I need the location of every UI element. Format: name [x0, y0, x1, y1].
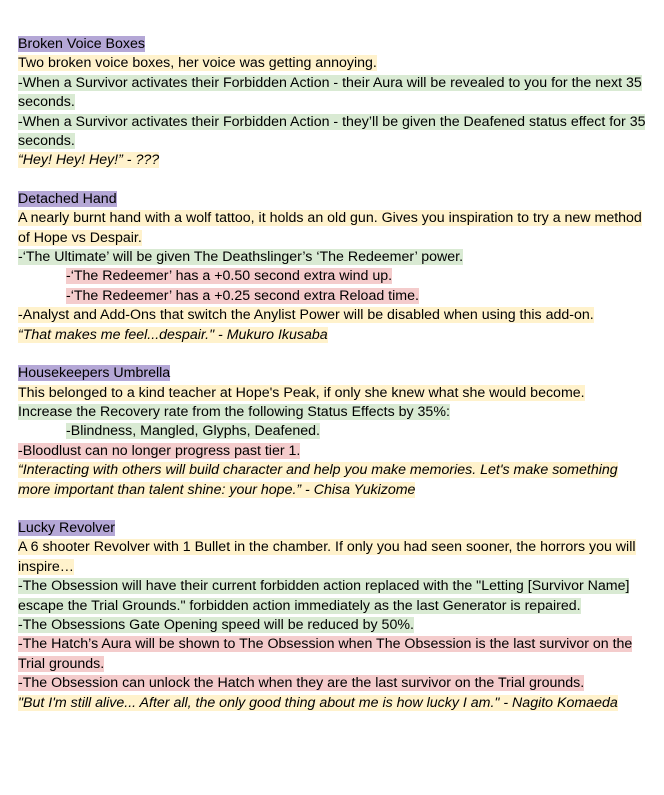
addon-section: [18, 35, 648, 171]
flavor-quote: [18, 694, 648, 713]
indented-effect-line: [18, 422, 648, 441]
effect-line: [18, 113, 648, 152]
paragraph-text: -‘The Ultimate’ will be given The Deathslinger’s ‘The Redeemer’ power.: [18, 249, 464, 266]
indented-effect-line: [18, 287, 648, 306]
addon-section: [18, 190, 648, 345]
effect-line: [18, 577, 648, 616]
effect-line: [18, 442, 648, 461]
paragraph-text: This belonged to a kind teacher at Hope's Peak, if only she knew what she would become.: [18, 384, 585, 401]
section-title: [18, 364, 648, 383]
effect-line: [18, 306, 648, 325]
indented-effect-line: [18, 267, 648, 286]
effect-line: [18, 248, 648, 267]
effect-line: [18, 384, 648, 403]
paragraph-text: -The Obsession can unlock the Hatch when they are the last survivor on the Trial grounds.: [18, 675, 585, 692]
paragraph-text: Increase the Recovery rate from the following Status Effects by 35%:: [18, 403, 450, 420]
paragraph-text: "But I'm still alive... After all, the only good thing about me is how lucky I am." - Nagito Komaeda: [18, 694, 618, 711]
paragraph-text: -‘The Redeemer’ has a +0.25 second extra Reload time.: [66, 287, 419, 304]
section-title: [18, 190, 648, 209]
section-title: [18, 519, 648, 538]
paragraph-text: A 6 shooter Revolver with 1 Bullet in the chamber. If only you had seen sooner, the horrors you will inspire…: [18, 539, 636, 575]
effect-line: [18, 635, 648, 674]
paragraph-text: Two broken voice boxes, her voice was getting annoying.: [18, 55, 377, 72]
paragraph-text: -Bloodlust can no longer progress past tier 1.: [18, 442, 301, 459]
effect-line: [18, 403, 648, 422]
paragraph-text: “Interacting with others will build character and help you make memories. Let's make something more important than talent shine: your hope.” - Chisa Yukizome: [18, 462, 618, 498]
paragraph-text: -The Obsession will have their current forbidden action replaced with the "Letting [Survivor Name] escape the Trial Grounds." forbidden action immediately as the last Generator is repaired.: [18, 578, 630, 614]
effect-line: [18, 616, 648, 635]
document-body: [18, 35, 648, 732]
effect-line: [18, 538, 648, 577]
section-title: [18, 35, 648, 54]
paragraph-text: -Analyst and Add-Ons that switch the Anylist Power will be disabled when using this add-on.: [18, 307, 594, 324]
effect-line: [18, 74, 648, 113]
section-title-text: Detached Hand: [18, 190, 117, 207]
paragraph-text: A nearly burnt hand with a wolf tattoo, it holds an old gun. Gives you inspiration to try a new method of Hope vs Despair.: [18, 210, 642, 246]
paragraph-text: “Hey! Hey! Hey!” - ???: [18, 152, 160, 169]
paragraph-text: -The Hatch’s Aura will be shown to The Obsession when The Obsession is the last survivor on the Trial grounds.: [18, 636, 633, 672]
addon-section: [18, 519, 648, 713]
paragraph-text: -Blindness, Mangled, Glyphs, Deafened.: [66, 423, 320, 440]
paragraph-text: -When a Survivor activates their Forbidden Action - they’ll be given the Deafened status effect for 35 seconds.: [18, 113, 646, 150]
flavor-quote: [18, 326, 648, 345]
section-title-text: Lucky Revolver: [18, 519, 115, 536]
flavor-quote: [18, 461, 648, 500]
addon-section: [18, 364, 648, 500]
paragraph-text: -When a Survivor activates their Forbidden Action - their Aura will be revealed to you for the next 35 seconds.: [18, 74, 642, 111]
paragraph-text: “That makes me feel...despair." - Mukuro Ikusaba: [18, 326, 328, 343]
paragraph-text: -‘The Redeemer’ has a +0.50 second extra wind up.: [66, 268, 393, 285]
section-title-text: Broken Voice Boxes: [18, 36, 145, 52]
effect-line: [18, 54, 648, 73]
section-title-text: Housekeepers Umbrella: [18, 365, 171, 382]
paragraph-text: -The Obsessions Gate Opening speed will be reduced by 50%.: [18, 616, 414, 633]
effect-line: [18, 209, 648, 248]
effect-line: [18, 674, 648, 693]
flavor-quote: [18, 151, 648, 170]
